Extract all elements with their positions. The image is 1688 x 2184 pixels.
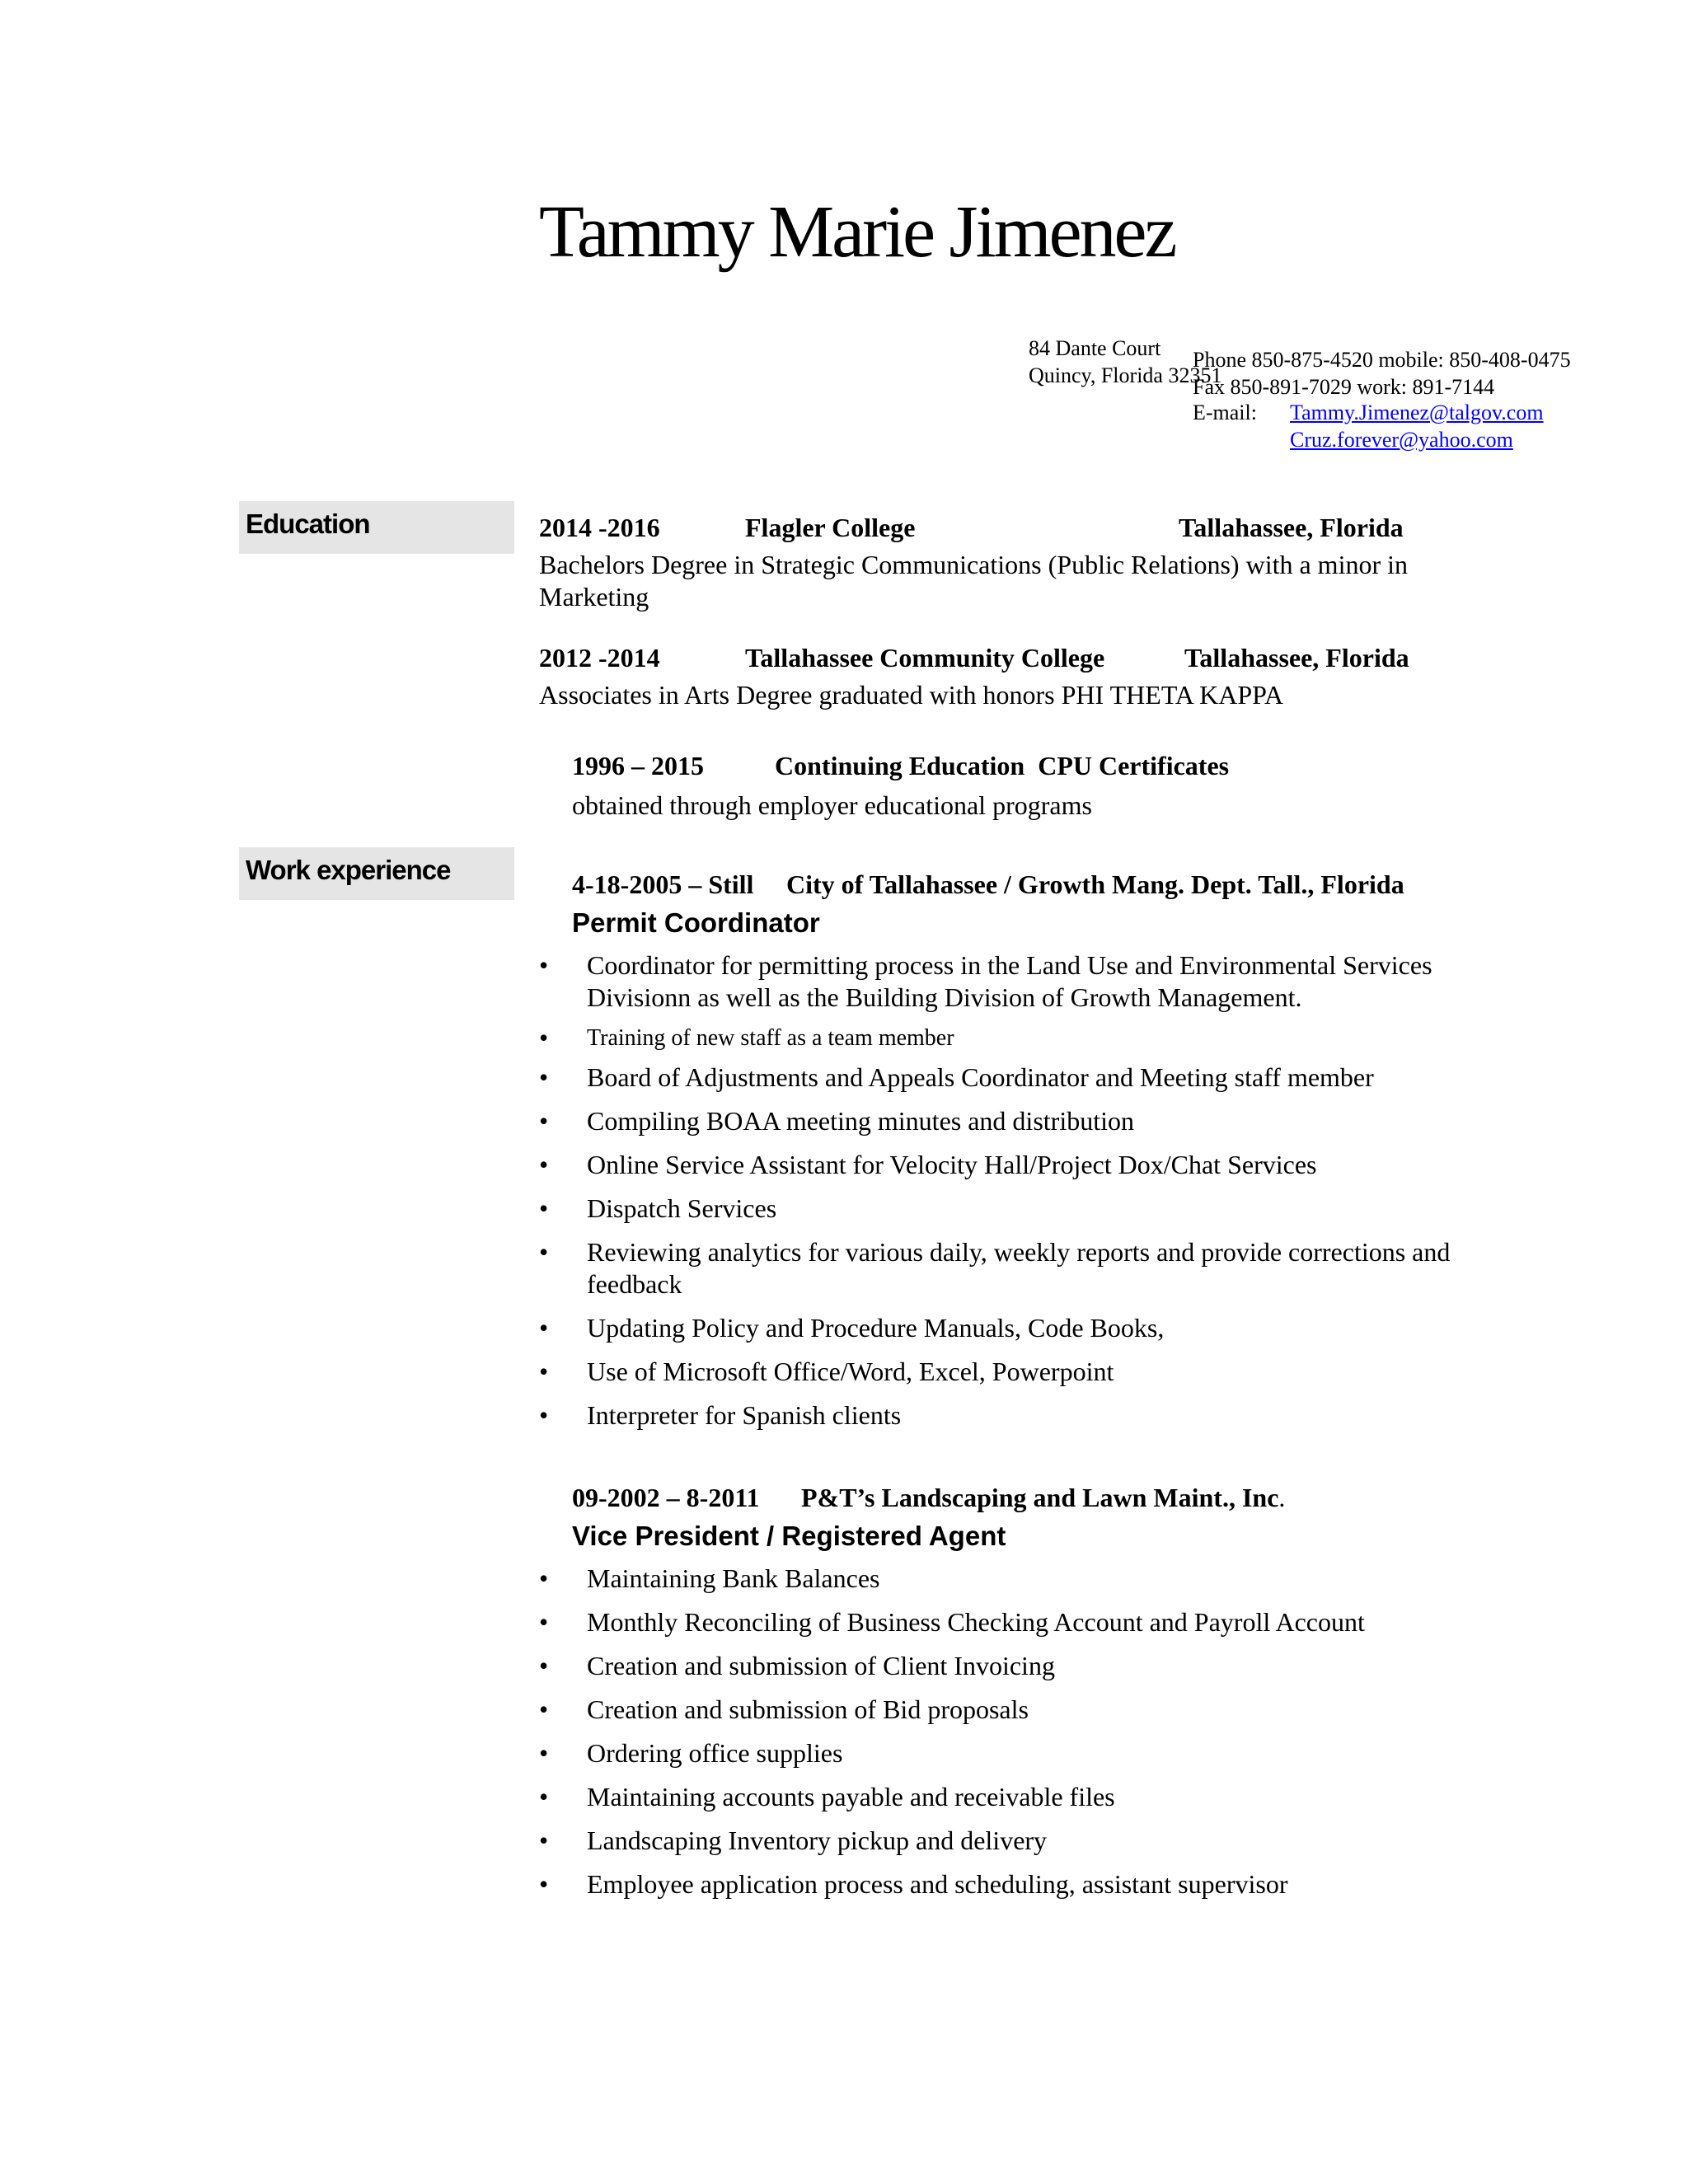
list-item: • Landscaping Inventory pickup and delivery	[539, 1825, 1048, 1855]
email-link-work[interactable]: Tammy.Jimenez@talgov.com	[1290, 401, 1544, 424]
bullet-icon: •	[539, 1825, 549, 1855]
edu-school-1: Flagler College	[745, 513, 916, 542]
bullet-icon: •	[539, 1193, 549, 1223]
list-item: • Board of Adjustments and Appeals Coordinator and Meeting staff member	[539, 1062, 1374, 1092]
edu-dates-2: 2012 -2014	[539, 643, 660, 673]
email-label: E-mail:	[1193, 401, 1257, 424]
bullet-icon: •	[539, 1563, 549, 1593]
bullet-icon: •	[539, 1782, 549, 1811]
list-item: • Updating Policy and Procedure Manuals, Code Books,	[539, 1313, 1165, 1343]
edu-school-3: Continuing Education CPU Certificates	[775, 751, 1230, 780]
list-item: • Maintaining accounts payable and receivable files	[539, 1782, 1115, 1811]
job-title-2: Vice President / Registered Agent	[572, 1521, 1006, 1551]
list-item: • Maintaining Bank Balances	[539, 1563, 880, 1593]
job-dates-1: 4-18-2005 – Still	[572, 869, 754, 899]
resume-name: Tammy Marie Jimenez	[539, 191, 1175, 273]
edu-location-2: Tallahassee, Florida	[1184, 643, 1409, 673]
fax-line: Fax 850-891-7029 work: 891-7144	[1193, 375, 1495, 399]
bullet-icon: •	[539, 1607, 549, 1637]
bullet-icon: •	[539, 1313, 549, 1343]
bullet-icon: •	[539, 1694, 549, 1724]
phone-line: Phone 850-875-4520 mobile: 850-408-0475	[1193, 348, 1571, 372]
job-employer-2: P&T’s Landscaping and Lawn Maint., Inc.	[801, 1483, 1286, 1512]
list-item: • Dispatch Services	[539, 1193, 777, 1223]
edu-dates-1: 2014 -2016	[539, 513, 660, 542]
list-item: • Reviewing analytics for various daily, weekly reports and provide corrections and feedback	[539, 1237, 1451, 1299]
edu-school-2: Tallahassee Community College	[745, 643, 1105, 673]
list-item: • Ordering office supplies	[539, 1738, 843, 1768]
list-item: • Online Service Assistant for Velocity Hall/Project Dox/Chat Services	[539, 1150, 1317, 1179]
job-dates-2: 09-2002 – 8-2011	[572, 1483, 760, 1512]
phone-block	[1193, 346, 1571, 401]
bullet-icon: •	[539, 1150, 549, 1179]
list-item: • Creation and submission of Bid proposals	[539, 1694, 1029, 1724]
section-label-education: Education	[239, 501, 514, 554]
list-item: • Training of new staff as a team member	[539, 1023, 954, 1052]
list-item: • Use of Microsoft Office/Word, Excel, Powerpoint	[539, 1357, 1114, 1386]
bullet-icon: •	[539, 1023, 549, 1052]
list-item: • Employee application process and scheduling, assistant supervisor	[539, 1869, 1288, 1899]
bullet-icon: •	[539, 1106, 549, 1136]
bullet-icon: •	[539, 1738, 549, 1768]
edu-dates-3: 1996 – 2015	[572, 751, 704, 780]
job-employer-1: City of Tallahassee / Growth Mang. Dept. Tall., Florida	[786, 869, 1404, 899]
bullet-icon: •	[539, 1357, 549, 1386]
bullet-icon: •	[539, 1869, 549, 1899]
list-item: • Interpreter for Spanish clients	[539, 1400, 902, 1430]
bullet-icon: •	[539, 1651, 549, 1680]
bullet-icon: •	[539, 1062, 549, 1092]
bullet-icon: •	[539, 1237, 549, 1267]
edu-description-3: obtained through employer educational programs	[572, 790, 1092, 820]
list-item: • Creation and submission of Client Invoicing	[539, 1651, 1055, 1680]
address-line-2: Quincy, Florida 32351	[1029, 363, 1222, 387]
section-label-work-experience: Work experience	[239, 847, 514, 900]
email-link-personal[interactable]: Cruz.forever@yahoo.com	[1290, 428, 1513, 452]
edu-description-2: Associates in Arts Degree graduated with honors PHI THETA KAPPA	[539, 680, 1284, 710]
list-item: • Coordinator for permitting process in the Land Use and Environmental Services Divisionn as well as the Building Division of Growth Management.	[539, 950, 1432, 1012]
edu-location-1: Tallahassee, Florida	[1179, 513, 1404, 542]
list-item: • Monthly Reconciling of Business Checking Account and Payroll Account	[539, 1607, 1365, 1637]
address-line-1: 84 Dante Court	[1029, 336, 1161, 360]
job-title-1: Permit Coordinator	[572, 907, 820, 938]
bullet-icon: •	[539, 950, 549, 980]
list-item: • Compiling BOAA meeting minutes and distribution	[539, 1106, 1134, 1136]
edu-description-1: Bachelors Degree in Strategic Communications (Public Relations) with a minor in Marketing	[539, 550, 1408, 612]
bullet-icon: •	[539, 1400, 549, 1430]
